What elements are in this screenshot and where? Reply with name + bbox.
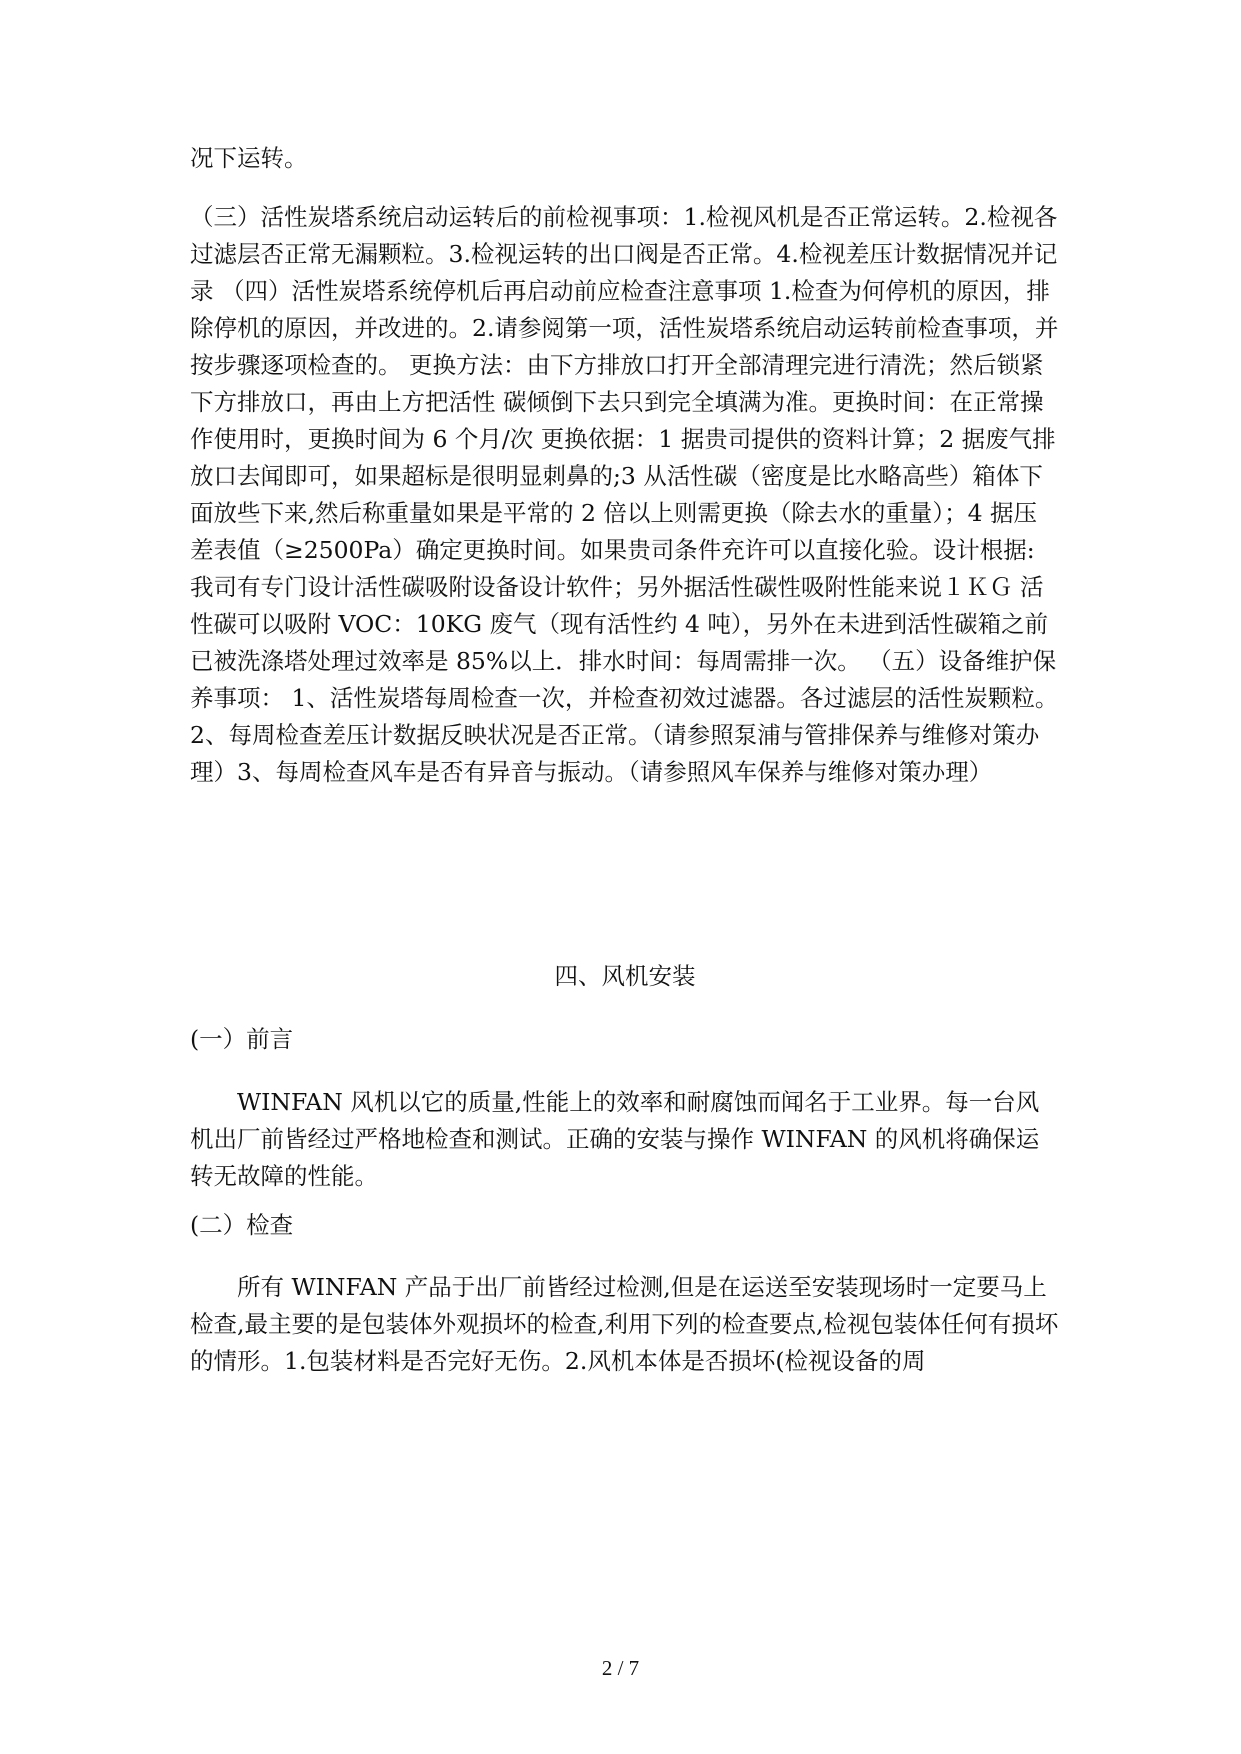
subsection-title-inspection: (二）检查 [190,1211,294,1239]
page-number: 2 / 7 [601,1656,640,1680]
section-title: 四、风机安装 [554,962,696,990]
subsection-title-preface: (一）前言 [190,1025,294,1053]
continuation-line: 况下运转。 [190,144,308,172]
paragraph-preface: WINFAN 风机以它的质量,性能上的效率和耐腐蚀而闻名于工业界。每一台风机出厂前皆经过严格地检查和测试。正确的安装与操作 WINFAN 的风机将确保运转无故障的性能。 [190,1088,1040,1190]
paragraph-inspection: 所有 WINFAN 产品于出厂前皆经过检测,但是在运送至安装现场时一定要马上检查,最主要的是包装体外观损坏的检查,利用下列的检查要点,检视包装体任何有损坏的情形。1.包装材料是否完好无伤。2.风机本体是否损坏(检视设备的周 [190,1273,1059,1375]
paragraph-activated-carbon: （三）活性炭塔系统启动运转后的前检视事项：1.检视风机是否正常运转。2.检视各过滤层否正常无漏颗粒。3.检视运转的出口阀是否正常。4.检视差压计数据情况并记录 （四）活性炭塔系统停机后再启动前应检查注意事项 1.检查为何停机的原因，排除停机的原因，并改进的。2.请参阅第一项，活性炭塔系统启动运转前检查事项，并按步骤逐项检查的。 更换方法：由下方排放口打开全部清理完进行清洗；然后锁紧下方排放口，再由上方把活性 碳倾倒下去只到完全填满为准。更换时间：在正常操作使用时，更换时间为 6 个月/次 更换依据：1 据贵司提供的资料计算；2 据废气排放口去闻即可，如果超标是很明显刺鼻的;3 从活性碳（密度是比水略高些）箱体下面放些下来,然后称重量如果是平常的 2 倍以上则需更换（除去水的重量）；4 据压差表值（≥2500Pa）确定更换时间。如果贵司条件充许可以直接化验。设计根据: 我司有专门设计活性碳吸附设备设计软件；另外据活性碳性吸附性能来说１ＫＧ 活性碳可以吸附 VOC：10KG 废气（现有活性约 4 吨），另外在未进到活性碳箱之前已被洗涤塔处理过效率是 85%以上．排水时间：每周需排一次。 （五）设备维护保养事项： 1、活性炭塔每周检查一次，并检查初效过滤器。各过滤层的活性炭颗粒。2、每周检查差压计数据反映状况是否正常。（请参照泵浦与管排保养与维修对策办理）3、每周检查风车是否有异音与振动。（请参照风车保养与维修对策办理） [190,203,1059,786]
